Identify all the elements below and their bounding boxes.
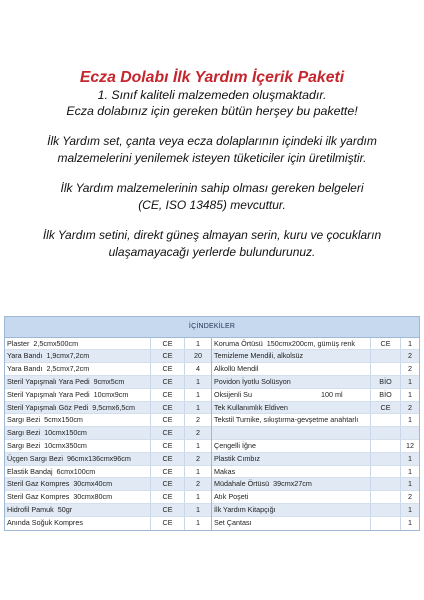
item-name-cell [5,491,151,503]
item-mark-cell [151,453,185,465]
item-name: Müdahale Örtüsü [214,479,270,489]
item-qty-cell [401,376,419,388]
item-size: 9cmx5cm [93,376,125,386]
item-name: Atık Poşeti [214,492,249,502]
item-mark: CE [162,389,173,399]
item-name-cell [212,427,371,439]
item-name-cell [212,376,371,388]
item-qty-cell [401,453,419,465]
item-qty: 1 [196,402,200,412]
item-qty-cell [401,363,419,375]
item-name: Temizleme Mendili, alkolsüz [214,351,304,361]
table-column-right [212,338,419,530]
item-mark-cell [151,440,185,452]
item-mark: CE [162,466,173,476]
item-size: 39cmx27cm [273,479,312,489]
item-qty: 1 [408,479,412,489]
item-name: Set Çantası [214,517,252,527]
item-mark-cell [151,389,185,401]
item-name: Steril Yapışmalı Yara Pedi [7,376,90,386]
item-name: Tekstil Turnike, sıkıştırma-gevşetme anahtarlı [214,415,359,425]
item-name-cell [212,389,371,401]
item-name-cell [5,517,151,530]
item-mark: CE [162,351,173,361]
table-row [212,491,419,504]
item-name-cell [5,414,151,426]
table-row [5,466,211,479]
item-name-cell [212,402,371,414]
table-row [5,440,211,453]
item-mark-cell [151,402,185,414]
item-name: Povidon İyotlu Solüsyon [214,376,291,386]
item-size: 30cmx40cm [73,479,113,489]
item-qty: 4 [196,364,200,374]
item-mark: BİO [379,389,392,399]
item-qty: 1 [196,466,200,476]
paragraph-line: İlk Yardım setini, direkt güneş almayan serin, kuru ve çocukların [42,228,382,242]
item-mark: CE [162,504,173,514]
item-qty: 2 [408,402,412,412]
item-mark: CE [162,517,173,527]
item-qty-cell [185,350,211,362]
item-qty: 2 [196,453,200,463]
item-mark-cell [371,491,401,503]
item-qty-cell [185,453,211,465]
item-mark: CE [162,376,173,386]
item-qty: 1 [196,338,200,348]
table-row [212,414,419,427]
item-mark-cell [371,338,401,350]
item-size: 150cmx200cm, gümüş renk [266,338,356,348]
item-mark: CE [162,338,173,348]
item-name-cell [212,350,371,362]
item-mark: CE [162,415,173,425]
table-row [212,466,419,479]
item-qty-cell [401,517,419,530]
item-qty-cell [401,414,419,426]
item-mark-cell [371,466,401,478]
table-row [212,363,419,376]
item-mark: CE [162,479,173,489]
item-size: 6cmx100cm [56,466,96,476]
item-name: Plaster [7,338,30,348]
table-row [5,478,211,491]
item-mark-cell [151,491,185,503]
item-qty: 1 [196,504,200,514]
item-name: Üçgen Sargı Bezi [7,453,63,463]
item-name-cell [5,504,151,516]
item-name-cell [212,478,371,490]
table-row [5,389,211,402]
item-qty-cell [401,440,419,452]
table-row [5,414,211,427]
item-size: 96cmx136cmx96cm [66,453,131,463]
page-title: Ecza Dolabı İlk Yardım İçerik Paketi [79,69,345,86]
table-row [5,376,211,389]
item-mark-cell [371,389,401,401]
item-mark: CE [380,338,391,348]
table-row [212,517,419,530]
item-name-cell [5,402,151,414]
item-mark-cell [151,427,185,439]
item-mark-cell [151,338,185,350]
paragraph-line: ulaşamayacağı yerlerde bulundurunuz. [108,245,316,259]
item-qty: 2 [408,351,412,361]
item-name: Yara Bandı [7,351,43,361]
item-size: 1,9cmx7,2cm [46,351,90,361]
item-qty-cell [185,389,211,401]
item-mark-cell [371,414,401,426]
item-qty: 1 [408,389,412,399]
table-row [212,338,419,351]
item-qty: 2 [408,364,412,374]
item-mark-cell [151,504,185,516]
item-name: Steril Yapışmalı Göz Pedi [7,402,89,412]
table-row [5,491,211,504]
item-qty-cell [185,427,211,439]
table-row [5,504,211,517]
item-size: 5cmx150cm [44,415,83,425]
item-size: 10cmx350cm [44,440,87,450]
item-qty-cell [185,491,211,503]
item-name: Steril Gaz Kompres [7,492,70,502]
item-size: 10cmx9cm [93,389,129,399]
item-name-cell [5,453,151,465]
item-mark-cell [371,402,401,414]
table-row [5,338,211,351]
item-name-cell [5,376,151,388]
item-name: Tek Kullanımlık Eldiven [214,402,288,412]
table-row [212,440,419,453]
item-mark: CE [380,402,391,412]
item-size: 30cmx80cm [73,492,113,502]
table-row [5,517,211,530]
item-size: 10cmx150cm [44,428,87,438]
item-qty-cell [401,350,419,362]
table-row [5,350,211,363]
item-qty: 1 [408,517,412,527]
item-mark-cell [151,517,185,530]
item-qty: 2 [408,492,412,502]
item-mark-cell [371,453,401,465]
item-qty-cell [401,427,419,439]
item-name-cell [212,504,371,516]
item-name: Makas [214,466,236,476]
table-row [212,427,419,440]
item-name: Elastik Bandaj [7,466,53,476]
item-size: 2,5cmx7,2cm [46,364,90,374]
item-name: Yara Bandı [7,364,43,374]
table-heading: İÇİNDEKİLER [5,317,419,338]
item-name-cell [5,466,151,478]
item-qty: 1 [196,389,200,399]
item-qty: 2 [196,428,200,438]
item-qty: 1 [408,338,412,348]
item-qty-cell [185,376,211,388]
item-mark: CE [162,428,173,438]
item-qty: 1 [408,466,412,476]
item-mark-cell [151,363,185,375]
item-mark-cell [151,414,185,426]
intro-line: Ecza dolabınız için gereken bütün herşey bu pakette! [66,104,358,118]
item-name: Oksijenli Su [214,389,252,399]
item-qty-cell [401,504,419,516]
item-qty: 1 [196,376,200,386]
item-name-cell [5,427,151,439]
table-row [212,389,419,402]
item-size: 100 ml [321,389,343,399]
table-row [5,453,211,466]
item-mark-cell [371,517,401,530]
item-name: Sargı Bezi [7,440,41,450]
item-qty-cell [401,389,419,401]
item-name-cell [212,491,371,503]
item-qty: 1 [196,492,200,502]
item-name: Sargı Bezi [7,428,41,438]
item-mark: CE [162,440,173,450]
item-qty-cell [185,363,211,375]
item-name-cell [212,466,371,478]
item-qty: 1 [408,415,412,425]
item-mark-cell [371,478,401,490]
item-qty: 1 [408,453,412,463]
item-qty: 1 [196,440,200,450]
item-size: 2,5cmx500cm [33,338,79,348]
item-name: Steril Gaz Kompres [7,479,70,489]
item-name: Plastik Cımbız [214,453,260,463]
paragraph-line: İlk Yardım malzemelerinin sahip olması gereken belgeleri [60,181,364,195]
item-qty: 1 [196,517,200,527]
item-name-cell [5,350,151,362]
item-name-cell [5,338,151,350]
paragraph-line: (CE, ISO 13485) mevcuttur. [138,198,286,212]
item-qty-cell [401,491,419,503]
item-qty-cell [185,338,211,350]
item-qty-cell [185,414,211,426]
item-name: Anında Soğuk Kompres [7,517,83,527]
item-name-cell [5,363,151,375]
table-body [5,338,419,530]
table-row [212,376,419,389]
item-size: 50gr [57,504,73,514]
item-mark: CE [162,364,173,374]
item-name-cell [212,517,371,530]
table-row [212,350,419,363]
item-size: 9,5cmx6,5cm [92,402,135,412]
table-row [212,478,419,491]
item-name: Steril Yapışmalı Yara Pedi [7,389,90,399]
item-mark-cell [371,440,401,452]
item-qty: 12 [406,440,414,450]
item-qty-cell [401,478,419,490]
item-qty-cell [401,466,419,478]
item-qty-cell [185,478,211,490]
item-mark-cell [151,350,185,362]
item-qty: 20 [194,351,202,361]
paragraph-line: malzemelerini yenilemek isteyen tüketiciler için üretilmiştir. [57,151,367,165]
table-row [212,402,419,415]
item-qty: 2 [196,479,200,489]
item-mark-cell [371,504,401,516]
item-mark-cell [151,376,185,388]
item-qty-cell [401,338,419,350]
item-name: Çengelli İğne [214,440,256,450]
item-qty-cell [401,402,419,414]
contents-table [4,316,420,531]
item-name-cell [212,453,371,465]
item-mark: CE [162,453,173,463]
item-mark: BİO [379,376,392,386]
item-qty: 1 [408,376,412,386]
item-mark: CE [162,402,173,412]
item-qty-cell [185,466,211,478]
item-name: Koruma Örtüsü [214,338,263,348]
item-mark-cell [371,376,401,388]
item-name-cell [5,389,151,401]
item-mark: CE [162,492,173,502]
item-name-cell [212,338,371,350]
item-mark-cell [371,427,401,439]
table-column-left [5,338,212,530]
item-name-cell [212,363,371,375]
item-qty-cell [185,504,211,516]
item-mark-cell [371,350,401,362]
item-mark-cell [371,363,401,375]
item-name-cell [212,440,371,452]
item-name: İlk Yardım Kitapçığı [214,504,276,514]
item-name-cell [5,440,151,452]
item-qty: 1 [408,504,412,514]
table-row [5,427,211,440]
paragraph-line: İlk Yardım set, çanta veya ecza dolaplarının içindeki ilk yardım [47,134,377,148]
item-name: Alkollü Mendil [214,364,259,374]
item-qty-cell [185,440,211,452]
item-name-cell [5,478,151,490]
item-name-cell [212,414,371,426]
table-row [5,363,211,376]
item-name: Hidrofil Pamuk [7,504,54,514]
item-mark-cell [151,478,185,490]
item-qty-cell [185,402,211,414]
table-row [5,402,211,415]
item-mark-cell [151,466,185,478]
intro-line: 1. Sınıf kaliteli malzemeden oluşmaktadır. [97,88,327,102]
item-name: Sargı Bezi [7,415,41,425]
item-qty: 2 [196,415,200,425]
item-qty-cell [185,517,211,530]
table-row [212,453,419,466]
table-row [212,504,419,517]
